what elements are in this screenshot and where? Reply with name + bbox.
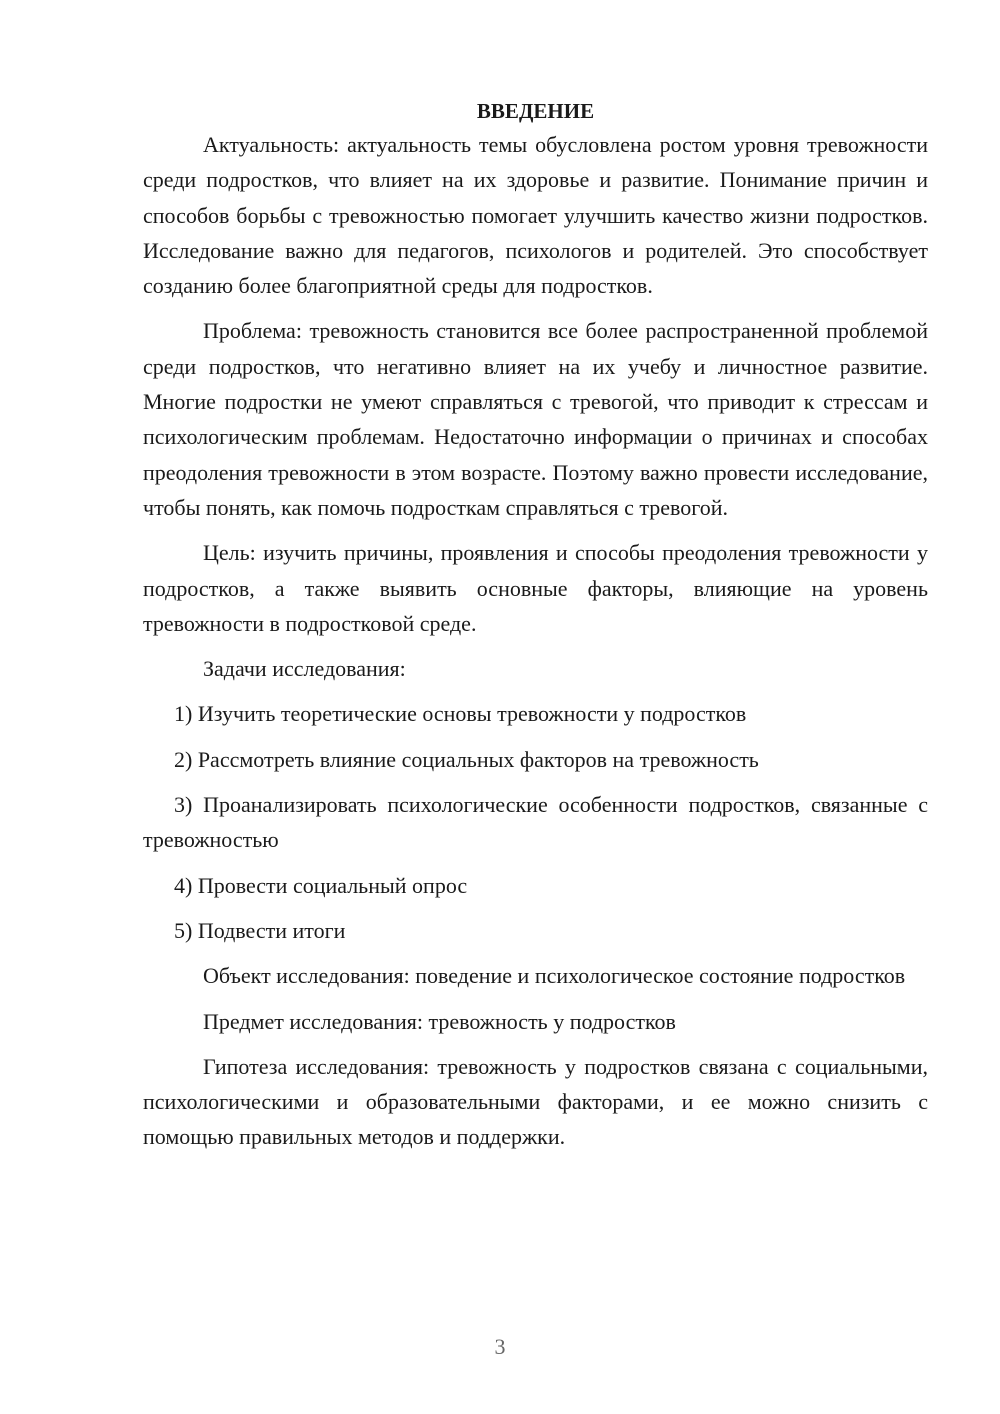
paragraph-relevance: Актуальность: актуальность темы обусловлена ростом уровня тревожности среди подростков, что влияет на их здоровье и развитие. Понимание причин и способов борьбы с тревожностью помогает улучшить качество жизни подростков. Исследование важно для педагогов, психологов и родителей. Это способствует созданию более благоприятной среды для подростков. [143, 132, 928, 299]
task-item-3: 3) Проанализировать психологические особенности подростков, связанные с тревожностью [143, 792, 928, 853]
paragraph-object: Объект исследования: поведение и психологическое состояние подростков [203, 963, 906, 989]
paragraph-problem: Проблема: тревожность становится все более распространенной проблемой среди подростков, что негативно влияет на их учебу и личностное развитие. Многие подростки не умеют справляться с тревогой, что приводит к стрессам и психологическим проблемам. Недостаточно информации о причинах и способах преодоления тревожности в этом возрасте. Поэтому важно провести исследование, чтобы понять, как помочь подросткам справляться с тревогой. [143, 318, 928, 520]
task-item-2: 2) Рассмотреть влияние социальных факторов на тревожность [174, 746, 759, 772]
task-item-4: 4) Провести социальный опрос [174, 872, 468, 898]
paragraph-hypothesis: Гипотеза исследования: тревожность у подростков связана с социальными, психологическими и образовательными факторами, и ее можно снизить с помощью правильных методов и поддержки. [143, 1053, 928, 1150]
paragraph-goal: Цель: изучить причины, проявления и способы преодоления тревожности у подростков, а также выявить основные факторы, влияющие на уровень тревожности в подростковой среде. [143, 540, 928, 636]
task-item-5: 5) Подвести итоги [174, 917, 346, 943]
page-number: 3 [494, 1334, 506, 1359]
document-page [143, 96, 928, 1155]
page-title: ВВЕДЕНИЕ [476, 99, 595, 123]
tasks-heading: Задачи исследования: [203, 656, 406, 682]
task-item-1: 1) Изучить теоретические основы тревожности у подростков [174, 701, 747, 727]
paragraph-subject: Предмет исследования: тревожность у подростков [203, 1008, 676, 1034]
